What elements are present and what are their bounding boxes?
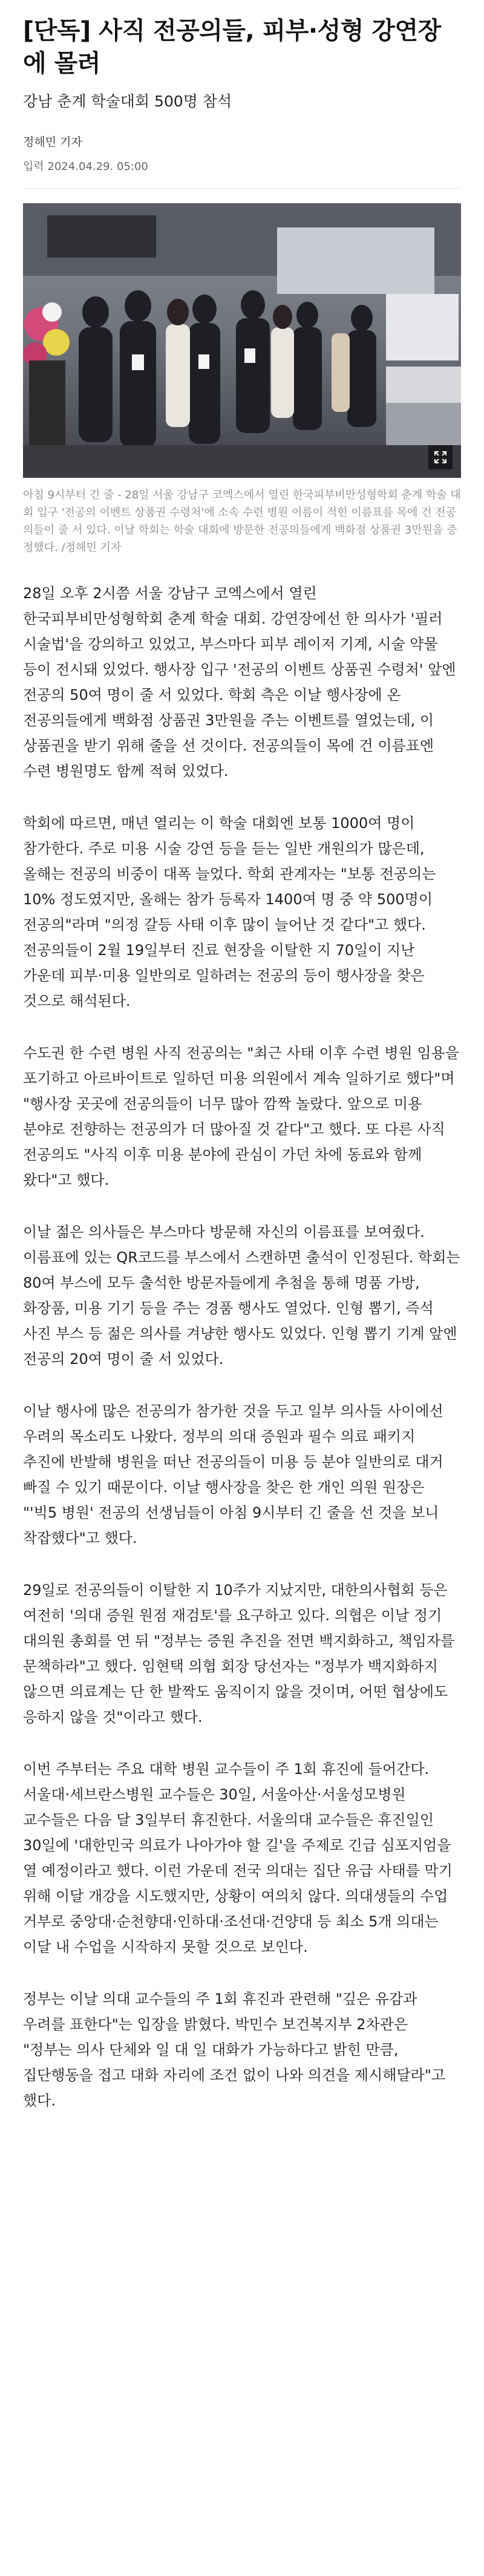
- article-paragraph: 학회에 따르면, 매년 열리는 이 학술 대회엔 보통 1000여 명이 참가한다. 주로 미용 시술 강연 등을 듣는 일반 개원의가 많은데, 올해는 전공의 비중이 대폭 늘었다. 학회 관계자는 "보통 전공의는 10% 정도였지만, 올해는 참가 등록자 1400여 명 중 약 500명이 전공의"라며 "의정 갈등 사태 이후 많이 늘어난 것 같다"고 했다. 전공의들이 2월 19일부터 진료 현장을 이탈한 지 70일이 지난 가운데 피부·미용 일반의로 일하려는 전공의 등이 행사장을 찾은 것으로 해석된다.: [23, 815, 436, 1009]
- reporter-byline[interactable]: 정해민 기자: [23, 135, 82, 149]
- article-paragraph: 이날 젊은 의사들은 부스마다 방문해 자신의 이름표를 보여줬다. 이름표에 있는 QR코드를 부스에서 스캔하면 출석이 인정된다. 학회는 80여 부스에 모두 출석한 방문자들에게 추첨을 통해 명품 가방, 화장품, 미용 기기 등을 주는 경품 행사도 열었다. 인형 뽑기, 즉석 사진 부스 등 젊은 의사를 겨냥한 행사도 있었다. 인형 뽑기 기계 앞엔 전공의 20여 명이 줄 서 있었다.: [23, 1224, 460, 1368]
- article-paragraph: 이날 행사에 많은 전공의가 참가한 것을 두고 일부 의사들 사이에선 우려의 목소리도 나왔다. 정부의 의대 증원과 필수 의료 패키지 추진에 반발해 병원을 떠난 전공의들이 미용 등 분야 일반의로 대거 빠질 수 있기 때문이다. 이날 행사장을 찾은 한 개인 의원 원장은 "'빅5 병원' 전공의 선생님들이 아침 9시부터 긴 줄을 선 것을 보니 착잡했다"고 했다.: [23, 1403, 443, 1547]
- headline: [단독] 사직 전공의들, 피부·성형 강연장에 몰려: [23, 17, 441, 77]
- article-paragraph: 이번 주부터는 주요 대학 병원 교수들이 주 1회 휴진에 들어간다. 서울대·세브란스병원 교수들은 30일, 서울아산·서울성모병원 교수들은 다음 달 3일부터 휴진한다. 서울의대 교수들은 휴진일인 30일에 '대한민국 의료가 나아가야 할 길'을 주제로 긴급 심포지엄을 열 예정이라고 했다. 이런 가운데 전국 의대는 집단 유급 사태를 막기 위해 이달 개강을 시도했지만, 상황이 여의치 않다. 의대생들의 수업 거부로 중앙대·순천향대·인하대·조선대·건양대 등 최소 5개 의대는 이달 내 수업을 시작하지 못할 것으로 보인다.: [23, 1761, 453, 1955]
- article-photo[interactable]: [23, 203, 461, 478]
- publish-date: 입력 2024.04.29. 05:00: [23, 158, 461, 189]
- article-paragraph: 수도권 한 수련 병원 사직 전공의는 "최근 사태 이후 수련 병원 임용을 포기하고 아르바이트로 일하던 미용 의원에서 계속 일하기로 했다"며 "행사장 곳곳에 전공의들이 너무 많아 깜짝 놀랐다. 앞으로 미용 분야로 전향하는 전공의가 더 많아질 것 같다"고 했다. 또 다른 사직 전공의도 "사직 이후 미용 분야에 관심이 가던 차에 동료와 함께 왔다"고 했다.: [23, 1045, 459, 1189]
- article-paragraph: 29일로 전공의들이 이탈한 지 10주가 지났지만, 대한의사협회 등은 여전히 '의대 증원 원점 재검토'를 요구하고 있다. 의협은 이날 정기 대의원 총회를 연 뒤 "정부는 증원 추진을 전면 백지화하고, 책임자를 문책하라"고 했다. 임현택 의협 회장 당선자는 "정부가 백지화하지 않으면 의료계는 단 한 발짝도 움직이지 않을 것이며, 어떤 협상에도 응하지 않을 것"이라고 했다.: [23, 1582, 455, 1726]
- expand-photo-button[interactable]: [428, 445, 453, 469]
- article-paragraph: 28일 오후 2시쯤 서울 강남구 코엑스에서 열린 한국피부비만성형학회 춘계 학술 대회. 강연장에선 한 의사가 '필러 시술법'을 강의하고 있었고, 부스마다 피부 레이저 기계, 시술 약물 등이 전시돼 있었다. 행사장 입구 '전공의 이벤트 상품권 수령처' 앞엔 전공의 50여 명이 줄 서 있었다. 학회 측은 이날 행사장에 온 전공의들에게 백화점 상품권 3만원을 주는 이벤트를 열었는데, 이 상품권을 받기 위해 줄을 선 것이다. 전공의들이 목에 건 이름표엔 수련 병원명도 함께 적혀 있었다.: [23, 585, 456, 780]
- expand-icon: [433, 450, 448, 465]
- photo-caption: 아침 9시부터 긴 줄 - 28일 서울 강남구 코엑스에서 열린 한국피부비만성형학회 춘계 학술 대회 입구 '전공의 이벤트 상품권 수령처'에 소속 수련 병원 이름이 적힌 이름표를 목에 건 전공의들이 줄 서 있다. 이날 학회는 학술 대회에 방문한 전공의들에게 백화점 상품권 3만원을 증정했다. /정해민 기자: [23, 489, 461, 554]
- subtitle: 강남 춘계 학술대회 500명 참석: [23, 93, 232, 110]
- photo-illustration: [23, 203, 461, 478]
- article-paragraph: 정부는 이날 의대 교수들의 주 1회 휴진과 관련해 "깊은 유감과 우려를 표한다"는 입장을 밝혔다. 박민수 보건복지부 2차관은 "정부는 의사 단체와 일 대 일 대화가 가능하다고 밝힌 만큼, 집단행동을 접고 대화 자리에 조건 없이 나와 의견을 제시해달라"고 했다.: [23, 1991, 446, 2109]
